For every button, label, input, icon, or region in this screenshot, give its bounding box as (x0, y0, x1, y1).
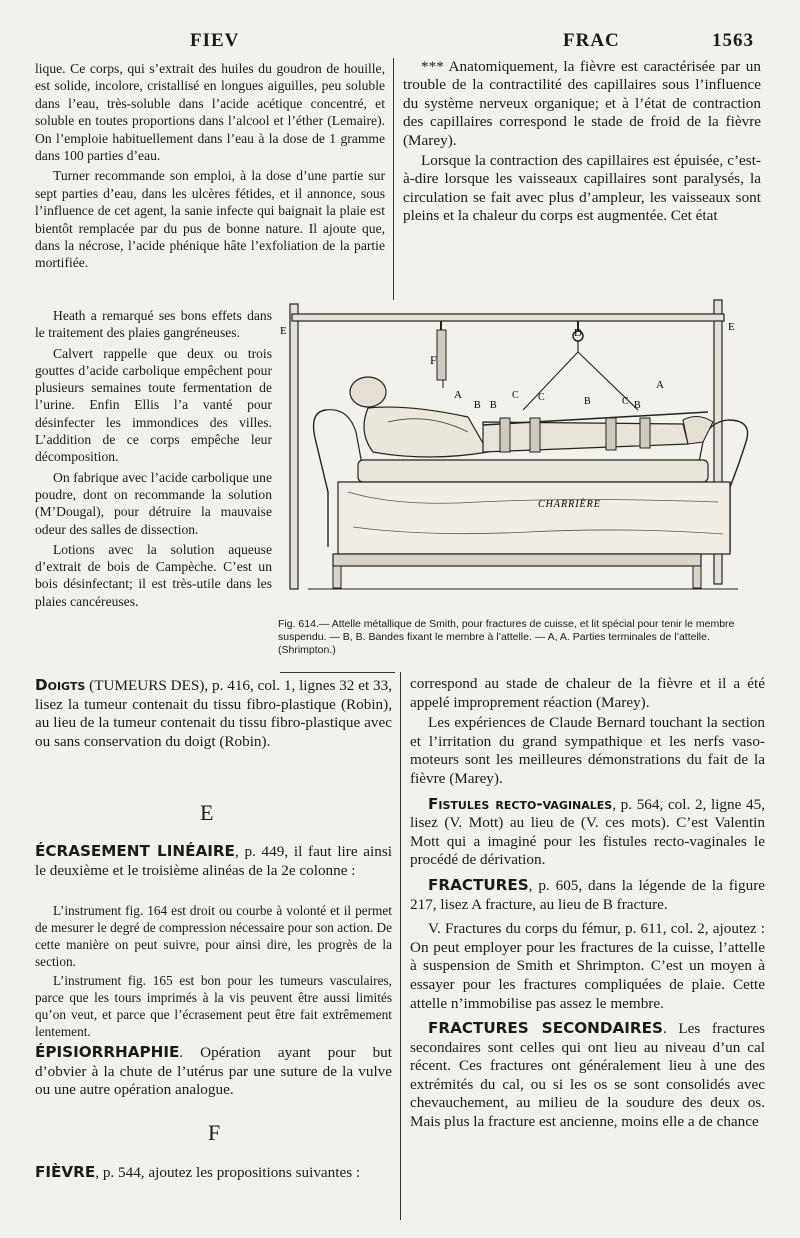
left-column-narrow (35, 307, 272, 610)
figure-label-a2: A (656, 379, 664, 391)
entry-text: (TUMEURS DES), p. 416, col. 1, lignes 32 et 33, lisez la tumeur contenait du tissu fibro-plastique (Robin), au lieu de la tumeur contenait du tissu fibro-plastique avec ou sans conservation du doigt (Robin). (35, 677, 393, 750)
entry-fievre (35, 1163, 392, 1183)
entry-femur: V. Fractures du corps du fémur, p. 611, col. 2, ajoutez : On peut employer pour les fractures de la cuisse, l’attelle à suspension de Smith et Shrimpton. C’est un moyen à essayer pour les fractures compliquées de plaie. Cette attelle n’immobilise pas assez le membre. (410, 920, 765, 1012)
entry-head: ÉCRASEMENT LINÉAIRE (35, 842, 235, 860)
paragraph: Lorsque la contraction des capillaires est épuisée, c’est-à-dire lorsque les vaisseaux capillaires sont paralysés, la circulation se fait avec plus d’ampleur, les vaisseaux sont pleins et la chaleur du corps est augmentée. Cet état (403, 152, 761, 225)
paragraph: Lotions avec la solution aqueuse d’extrait de bois de Campèche. C’est un bois désinfectant; il est très-utile dans les plaies cancéreuses. (35, 541, 272, 609)
entry-text: , p. 449, il faut lire ainsi le deuxième et le troisième alinéas de la 2e colonne : (35, 843, 392, 879)
column-rule-top (393, 58, 394, 300)
left-column-top (35, 60, 385, 272)
paragraph: Les expériences de Claude Bernard touchant la section et l’irritation du grand sympathique et les nerfs vaso-moteurs sont les meilleures démonstrations du fait de la fièvre (Marey). (410, 714, 765, 787)
running-head-center: FRAC (563, 30, 620, 51)
figure-label-d: D (574, 327, 582, 339)
figure-label-e-left: E (280, 325, 287, 337)
paragraph: On fabrique avec l’acide carbolique une poudre, dont on recommande la solution (M’Dougal), pour détruire la mauvaise odeur des salles de dissection. (35, 469, 272, 537)
figure-label-b3: B (584, 396, 591, 407)
entry-head: FRACTURES SECONDAIRES (428, 1019, 663, 1038)
entry-fistules (410, 795, 765, 870)
entry-text: , p. 544, ajoutez les propositions suivantes : (95, 1164, 361, 1181)
entry-fractures (410, 876, 765, 914)
right-column-top (403, 58, 761, 226)
figure-label-b2: B (490, 400, 497, 411)
figure-smith-splint (278, 292, 768, 622)
entry-text: , p. 564, col. 2, ligne 45, lisez (V. Mott) au lieu de (V. ces mots). C’est Valentin Mott qui a imaginé pour les fistules recto-vaginales le procédé de dérivation. (410, 795, 765, 869)
figure-label-f: F (430, 353, 437, 367)
entry-head: FIÈVRE (35, 1163, 96, 1181)
left-column-bottom (35, 676, 392, 751)
paragraph: *** Anatomiquement, la fièvre est caractérisée par un trouble de la contractilité des capillaires sous l’influence du système nerveux organique; et à l’état de contraction des capillaires correspond le stade de froid de la fièvre (Marey). (403, 58, 761, 149)
column-rule-bottom (400, 672, 401, 1220)
right-column-bottom (410, 675, 765, 1132)
figure-label-a1: A (454, 389, 462, 401)
figure-caption: Fig. 614.— Attelle métallique de Smith, pour fractures de cuisse, et lit spécial pour tenir le membre suspendu. — B, B. Bandes fixant le membre à l’attelle. — A, A. Parties terminales de l’attelle. (Shrimpton.) (278, 618, 735, 656)
figure-rule (280, 672, 395, 673)
entry-head: FRACTURES (428, 875, 529, 894)
figure-label-c3: C (622, 396, 629, 407)
paragraph: lique. Ce corps, qui s’extrait des huiles du goudron de houille, est solide, incolore, cristallisé en longues aiguilles, peu soluble dans l’eau, très-soluble dans l’acide acétique concentré, et soluble en toutes proportions dans l’alcool et l’éther (Lemaire). On l’emploie habituellement dans l’eau à la dose de 1 gramme dans 100 parties d’eau. (35, 61, 385, 164)
figure-label-b1: B (474, 400, 481, 411)
figure-label-b4: B (634, 400, 641, 411)
bed-maker-label: CHARRIÈRE (538, 499, 601, 510)
running-head-left: FIEV (190, 30, 240, 51)
figure-label-c2: C (538, 392, 545, 403)
section-letter-e: E (200, 800, 214, 825)
paragraph: L’instrument fig. 165 est bon pour les tumeurs vasculaires, parce que les tours imprimés à la vis peuvent être aussi limités qu’on veut, et parce que l’écrasement peut être fait extrêmement lentement. (35, 973, 392, 1039)
entry-ecrasement (35, 842, 392, 880)
paragraph: Heath a remarqué ses bons effets dans le traitement des plaies gangréneuses. (35, 308, 272, 341)
section-letter-f: F (208, 1120, 221, 1145)
entry-fractures-secondaires (410, 1019, 765, 1132)
entry-head: ÉPISIORRHAPHIE (35, 1043, 180, 1061)
paragraph: Turner recommande son emploi, à la dose d’une partie sur sept parties d’eau, dans les ulcères fétides, et il annonce, sous l’influence de cet agent, la sanie infecte qui baignait la plaie est bientôt remplacée par du pus de bonne nature. Il ajoute que, dans la nécrose, l’acide phénique hâte l’exfoliation de la partie mortifiée. (35, 168, 385, 271)
page-number: 1563 (712, 30, 754, 51)
entry-head: Doigts (35, 676, 86, 694)
paragraph: L’instrument fig. 164 est droit ou courbe à volonté et il permet de mesurer le degré de compression nécessaire pour son action. De cette manière on peut suivre, pour ainsi dire, les progrès de la section. (35, 903, 392, 969)
entry-text: . Les fractures secondaires sont celles qui ont lieu au niveau d’un cal récent. Ces fractures ont généralement lieu à une des extrémités du cal, ou si les os se sont consolidés avec chevauchement, au milieu de la soudure des deux os. Mais plus la fracture est ancienne, moins elle a de chance (410, 1020, 765, 1131)
entry-text: . Opération ayant pour but d’obvier à la chute de l’utérus par une suture de la vulve ou une autre opération analogue. (35, 1044, 392, 1099)
figure-label-c1: C (512, 390, 519, 401)
paragraph: correspond au stade de chaleur de la fièvre et il a été appelé improprement réaction (Marey). (410, 675, 765, 711)
paragraph: Calvert rappelle que deux ou trois gouttes d’acide carbolique empêchent pour plusieurs semaines toute fermentation de l’urine. Enfin Ellis l’a vanté pour désinfecter les immondices des villes. L’addition de ce corps empêche leur décomposition. (35, 345, 272, 465)
figure-label-e-right: E (728, 321, 735, 333)
instrument-notes (35, 902, 392, 1040)
entry-episiorrhaphie (35, 1043, 392, 1100)
entry-doigts (35, 676, 392, 751)
entry-head: Fistules recto-vaginales (428, 794, 613, 813)
entry-text: , p. 605, dans la légende de la figure 217, lisez A fracture, au lieu de B fracture. (410, 876, 765, 913)
